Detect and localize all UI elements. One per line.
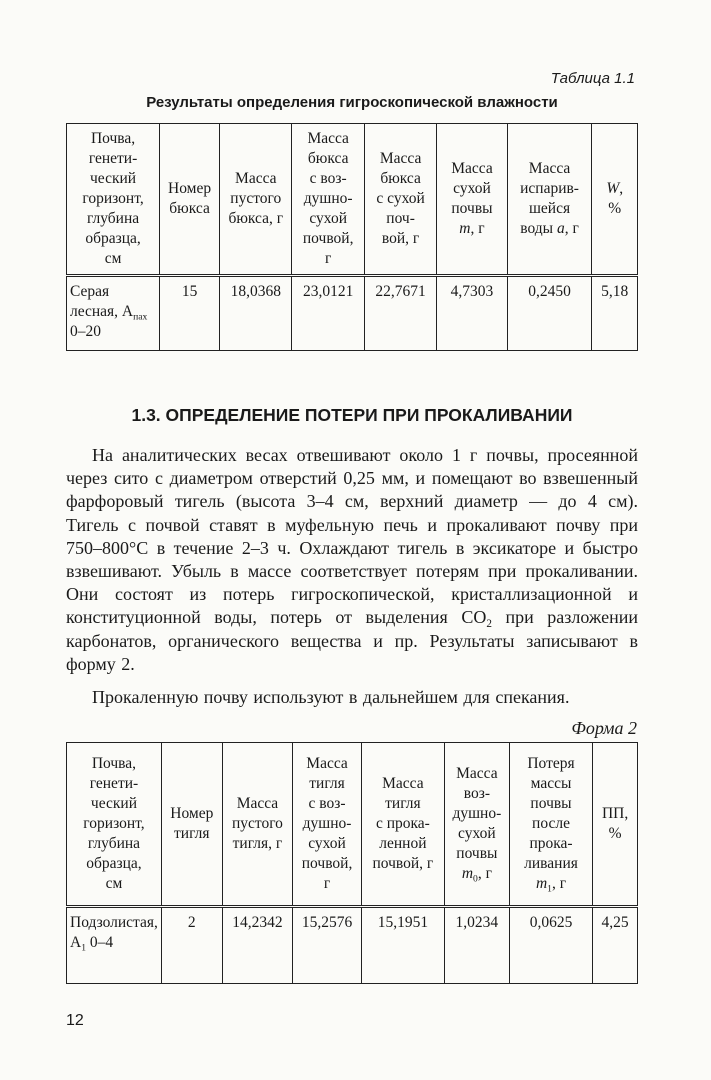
col-header-air-dry-soil: Масса воз- душно- сухой почвы $m_0$, г <box>444 743 509 907</box>
cell-calcined-mass: 15,1951 <box>361 907 444 984</box>
cell-number: 15 <box>160 276 220 351</box>
table-header-row <box>67 743 638 907</box>
cell-soil: Подзолистая, $А_1$ 0–4 <box>67 907 162 984</box>
table-title: Результаты определения гигроскопической влажности <box>146 94 558 111</box>
body-paragraph-2: Прокаленную почву используют в дальнейшем для спекания. <box>92 687 570 707</box>
table-row <box>67 907 638 984</box>
body-paragraph-1: На аналитических весах отвешивают около 1 г почвы, просеянной через сито с диаметром отверстий 0,25 мм, и помещают во взвешенный фарфоровый тигель (высота 3–4 см, верхний диаметр — до 4 см). Тигель с почвой ставят в муфельную печь и прокаливают почву при 750–800°С в течение 2–3 ч. Охлаждают тигель в эксикаторе и быстро взвешивают. Убыль в массе соответствует потерям при прокаливании. Они состоят из потерь гигроскопической, кристаллизационной и конституционной воды, потерь от выделения $CO_2$ при разложении карбонатов, органического вещества и пр. Результаты записывают в форму 2. <box>66 445 638 674</box>
cell-w: 5,18 <box>592 276 638 351</box>
col-header-empty-mass: Масса пустого тигля, г <box>222 743 293 907</box>
cell-air-dry-mass: 23,0121 <box>292 276 364 351</box>
ignition-loss-form <box>66 742 638 984</box>
col-header-air-dry-mass: Масса бюкса с воз- душно- сухой почвой, г <box>292 124 364 276</box>
cell-water: 0,2450 <box>507 276 592 351</box>
cell-loss: 0,0625 <box>509 907 592 984</box>
hygroscopic-moisture-table <box>66 123 638 351</box>
col-header-w: W, % <box>592 124 638 276</box>
col-header-soil: Почва, генети- ческий горизонт, глубина образца, см <box>67 743 162 907</box>
col-header-water: Масса испарив- шейся воды a, г <box>507 124 592 276</box>
page-number: 12 <box>66 1012 84 1029</box>
cell-soil: Серая лесная, $А_{пах}$ 0–20 <box>67 276 160 351</box>
col-header-number: Номер тигля <box>161 743 222 907</box>
table-row <box>67 276 638 351</box>
col-header-empty-mass: Масса пустого бюкса, г <box>220 124 292 276</box>
col-header-soil: Почва, генети- ческий горизонт, глубина образца, см <box>67 124 160 276</box>
table-header-row <box>67 124 638 276</box>
cell-dry-soil: 4,7303 <box>437 276 507 351</box>
cell-empty-mass: 18,0368 <box>220 276 292 351</box>
cell-dry-mass: 22,7671 <box>364 276 436 351</box>
col-header-air-dry-mass: Масса тигля с воз- душно- сухой почвой, г <box>293 743 362 907</box>
cell-pp: 4,25 <box>593 907 638 984</box>
form-label: Форма 2 <box>571 718 637 738</box>
col-header-number: Номер бюкса <box>160 124 220 276</box>
col-header-loss: Потеря массы почвы после прока- ливания $m_1$, г <box>509 743 592 907</box>
section-heading: 1.3. ОПРЕДЕЛЕНИЕ ПОТЕРИ ПРИ ПРОКАЛИВАНИИ <box>131 405 573 425</box>
table-number: Таблица 1.1 <box>550 70 635 87</box>
col-header-calcined-mass: Масса тигля с прока- ленной почвой, г <box>361 743 444 907</box>
cell-number: 2 <box>161 907 222 984</box>
col-header-dry-mass: Масса бюкса с сухой поч- вой, г <box>364 124 436 276</box>
cell-empty-mass: 14,2342 <box>222 907 293 984</box>
col-header-pp: ПП, % <box>593 743 638 907</box>
col-header-dry-soil: Масса сухой почвы m, г <box>437 124 507 276</box>
cell-air-dry-soil: 1,0234 <box>444 907 509 984</box>
cell-air-dry-mass: 15,2576 <box>293 907 362 984</box>
